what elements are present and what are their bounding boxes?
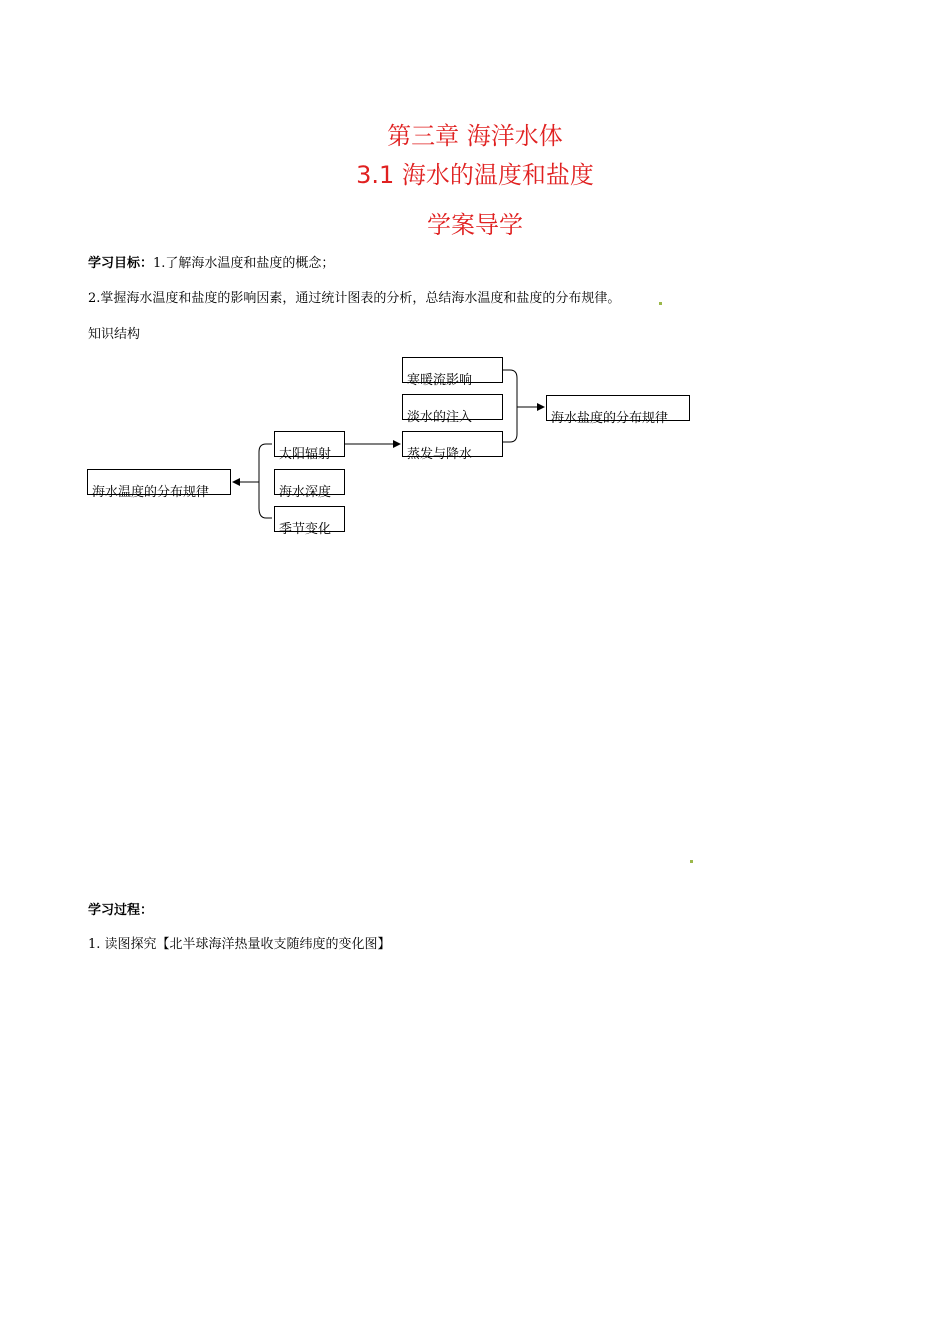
objective-item-2: 2.掌握海水温度和盐度的影响因素，通过统计图表的分析，总结海水温度和盐度的分布规律。	[88, 291, 621, 306]
process-label: 学习过程：	[88, 903, 154, 918]
doc-type-title: 学案导学	[427, 211, 523, 239]
section-title: 3.1 海水的温度和盐度	[356, 161, 594, 189]
chapter-title: 第三章 海洋水体	[387, 122, 563, 150]
marker-dot	[690, 860, 693, 863]
objectives-label: 学习目标：	[88, 256, 154, 271]
process-item-1: 1. 读图探究【北半球海洋热量收支随纬度的变化图】	[88, 937, 391, 952]
structure-heading: 知识结构	[88, 327, 141, 342]
temp-rule-box: 海水温度的分布规律	[87, 469, 231, 495]
temp-factor-box: 海水深度	[274, 469, 345, 495]
diagram-connectors	[0, 0, 950, 600]
temp-factor-box: 季节变化	[274, 506, 345, 532]
temp-factor-box: 太阳辐射	[274, 431, 345, 457]
salt-factor-box: 寒暖流影响	[402, 357, 503, 383]
salt-factor-box: 蒸发与降水	[402, 431, 503, 457]
objective-item-1: 1.了解海水温度和盐度的概念；	[153, 256, 335, 271]
salt-factor-box: 淡水的注入	[402, 394, 503, 420]
salt-rule-box: 海水盐度的分布规律	[546, 395, 690, 421]
